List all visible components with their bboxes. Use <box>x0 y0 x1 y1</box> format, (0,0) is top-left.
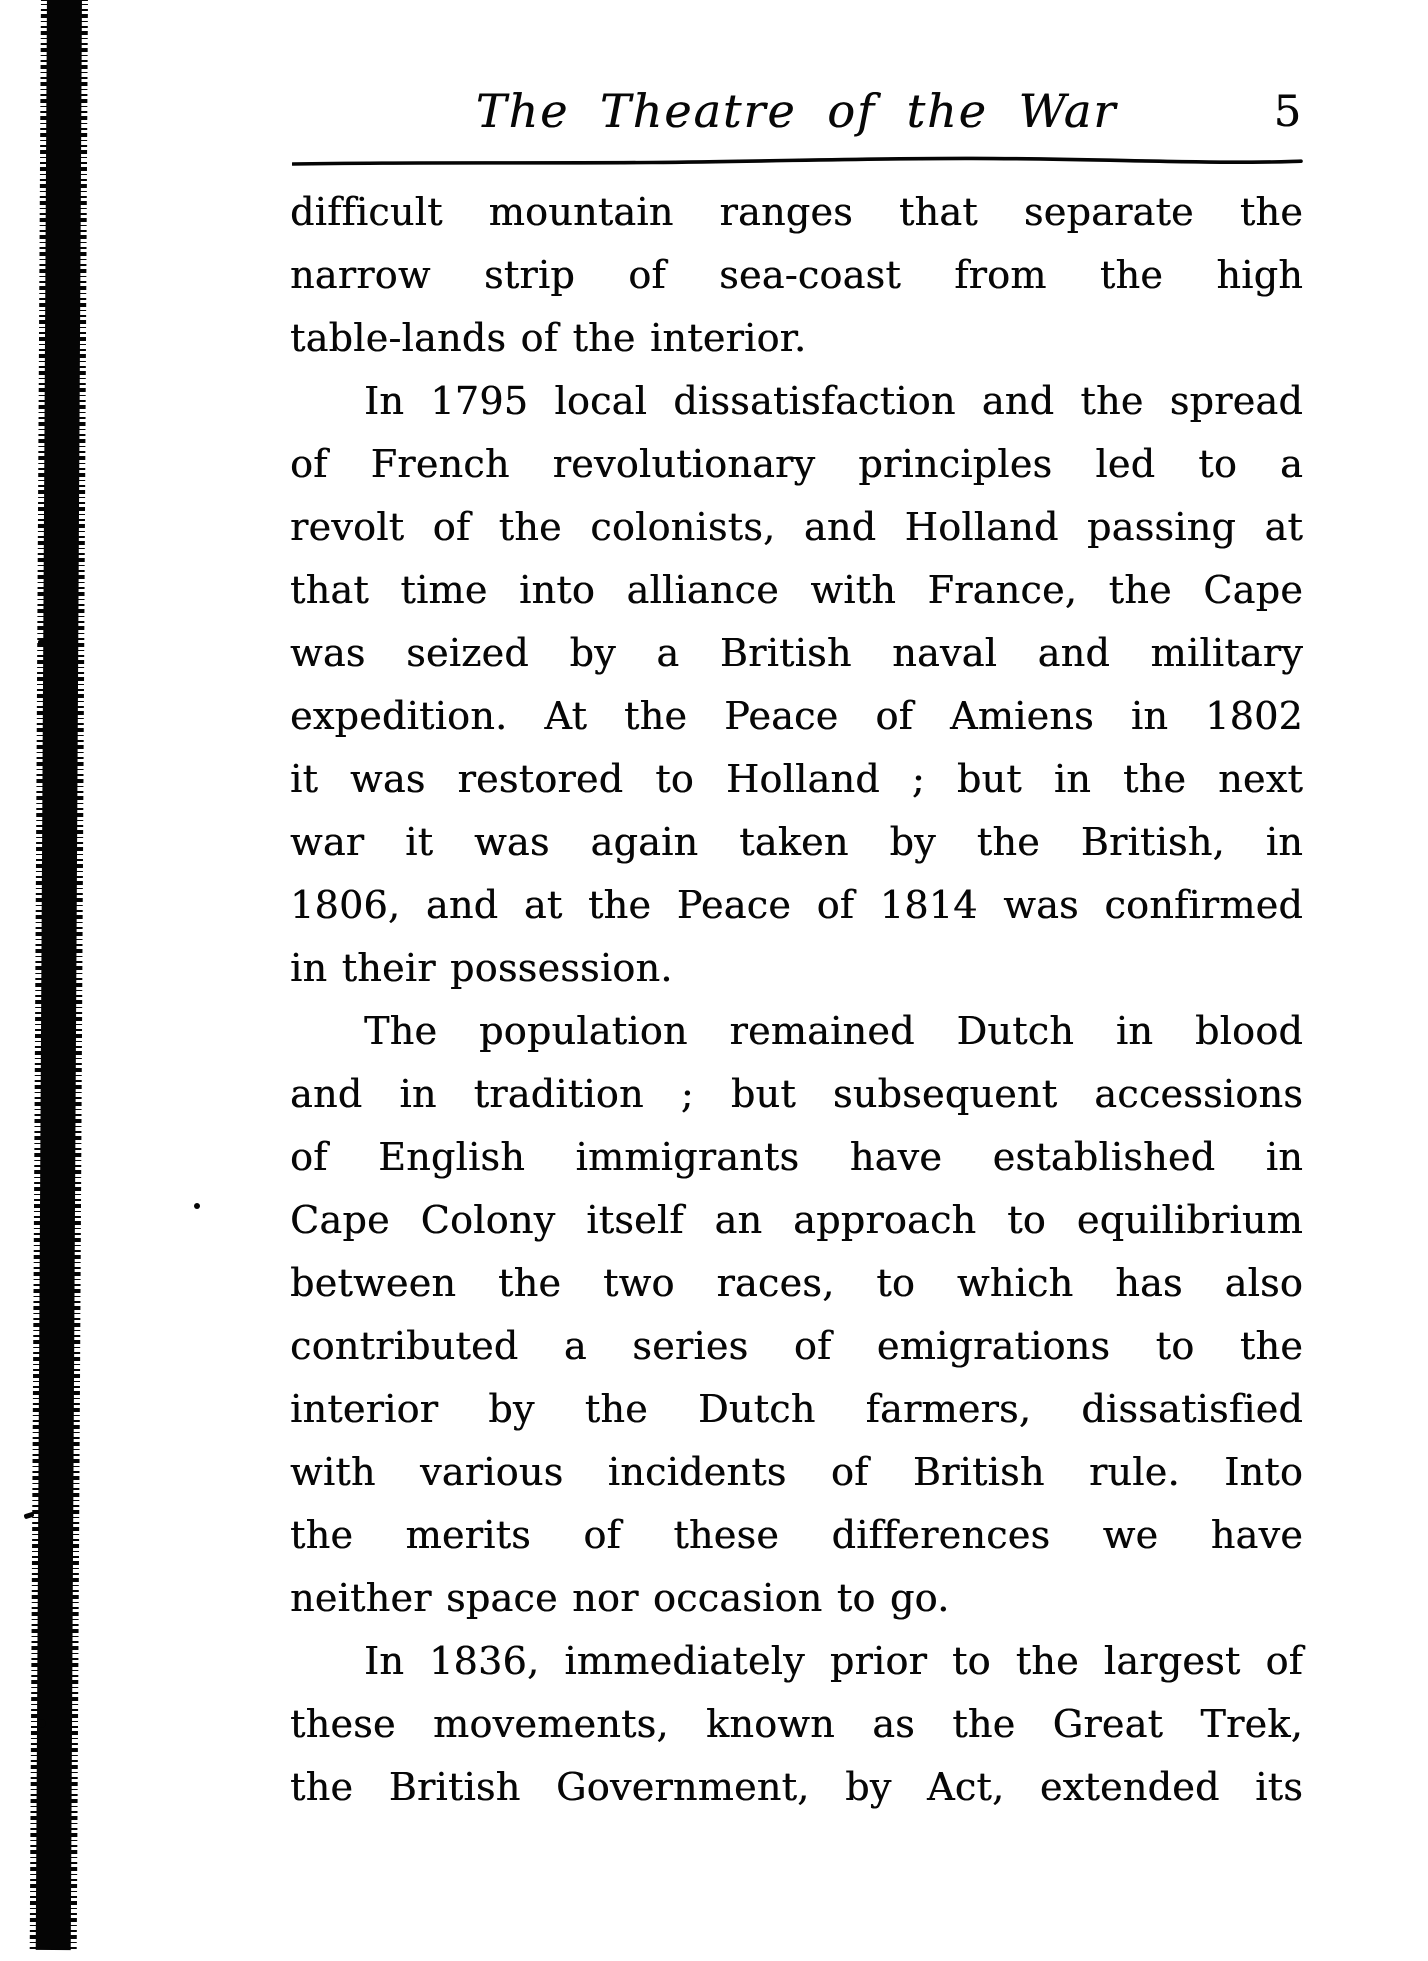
text-line: In 1836, immediately prior to the largest of <box>364 1639 1303 1683</box>
header-rule <box>292 155 1303 169</box>
page-number: 5 <box>1273 87 1301 137</box>
running-head <box>290 84 1303 148</box>
text-line: table-lands of the interior. <box>290 316 807 360</box>
text-line: and in tradition ; but subsequent accessions <box>290 1072 1303 1116</box>
text-line: these movements, known as the Great Trek, <box>290 1702 1303 1746</box>
text-line: In 1795 local dissatisfaction and the spread <box>364 379 1303 423</box>
text-line: expedition. At the Peace of Amiens in 1802 <box>290 694 1303 738</box>
text-line: Cape Colony itself an approach to equilibrium <box>290 1198 1303 1242</box>
text-line: narrow strip of sea-coast from the high <box>290 253 1303 297</box>
text-line: the merits of these differences we have <box>290 1513 1303 1557</box>
text-line: revolt of the colonists, and Holland passing at <box>290 505 1303 549</box>
body-text <box>290 181 1303 1819</box>
paragraph <box>290 1000 1303 1630</box>
text-line: 1806, and at the Peace of 1814 was confirmed <box>290 883 1303 927</box>
scan-speck <box>194 1203 200 1209</box>
text-line: in their possession. <box>290 946 673 990</box>
paragraph <box>290 370 1303 1000</box>
paragraph <box>290 1630 1303 1819</box>
text-line: of English immigrants have established in <box>290 1135 1303 1179</box>
text-line: the British Government, by Act, extended its <box>290 1765 1303 1809</box>
binding-edge-artifact <box>36 0 82 1950</box>
text-line: that time into alliance with France, the Cape <box>290 568 1303 612</box>
scan-speck <box>38 1719 46 1728</box>
text-line: between the two races, to which has also <box>290 1261 1303 1305</box>
text-line: was seized by a British naval and military <box>290 631 1303 675</box>
text-line: with various incidents of British rule. Into <box>290 1450 1303 1494</box>
text-line: of French revolutionary principles led to a <box>290 442 1303 486</box>
text-line: interior by the Dutch farmers, dissatisfied <box>290 1387 1303 1431</box>
paragraph <box>290 181 1303 370</box>
scan-speck <box>38 640 49 645</box>
page-title: The Theatre of the War <box>475 84 1118 138</box>
text-line: it was restored to Holland ; but in the next <box>290 757 1303 801</box>
text-line: The population remained Dutch in blood <box>364 1009 1303 1053</box>
text-line: war it was again taken by the British, in <box>290 820 1303 864</box>
text-line: difficult mountain ranges that separate the <box>290 190 1303 234</box>
text-line: neither space nor occasion to go. <box>290 1576 950 1620</box>
text-line: contributed a series of emigrations to the <box>290 1324 1303 1368</box>
